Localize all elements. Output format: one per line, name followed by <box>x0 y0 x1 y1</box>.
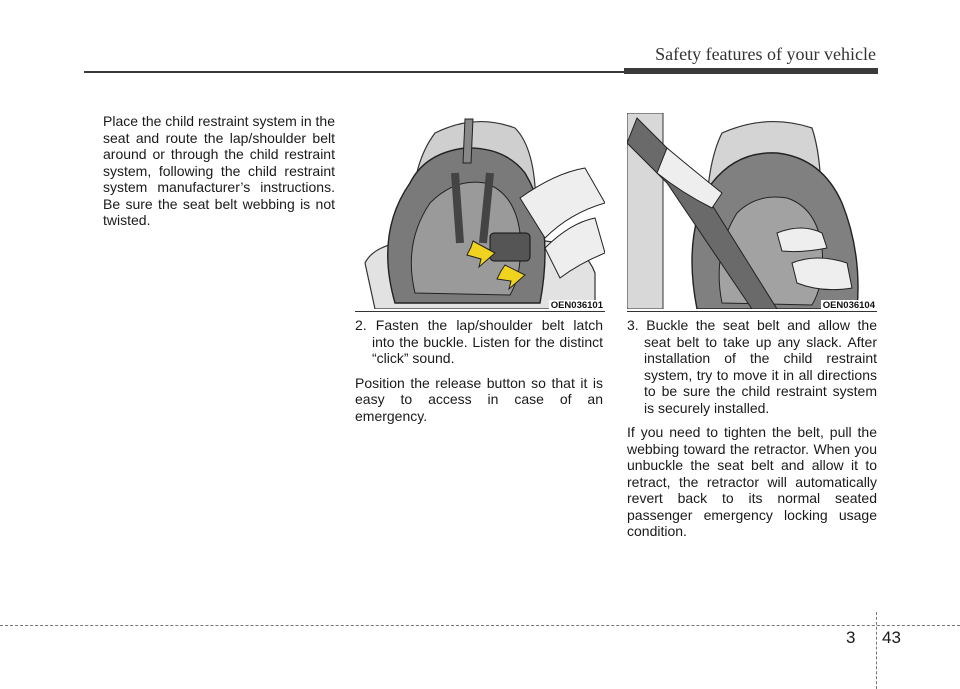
intro-paragraph: Place the child restraint system in the seat and route the lap/shoulder belt around or through the child restraint system, following the child restraint system manufacturer’s instructions. Be sure the seat belt webbing is not twisted. <box>103 113 335 228</box>
step-2: 2. Fasten the lap/shoulder belt latch into the buckle. Listen for the distinct “click” sound. <box>355 317 603 366</box>
chapter-number: 3 <box>846 628 856 647</box>
figure-code: OEN036104 <box>822 300 875 311</box>
figure-baseline <box>355 311 605 312</box>
step-3: 3. Buckle the seat belt and allow the seat belt to take up any slack. After installation of the child restraint system, try to move it in all directions to be sure the child restraint system is securely installed. <box>627 317 877 416</box>
figure-fasten-buckle <box>355 113 605 309</box>
child-seat-buckle-illustration <box>355 113 605 309</box>
tighten-belt-paragraph: If you need to tighten the belt, pull the webbing toward the retractor. When you unbuckle the seat belt and allow it to retract, the retractor will automatically revert back to its normal seated passenger emergency locking usage condition. <box>627 424 877 539</box>
figure-tighten-belt <box>627 113 877 309</box>
step2-text-column <box>355 317 603 432</box>
footer-rule <box>0 625 960 626</box>
header-rule <box>84 71 624 73</box>
page-number: 43 <box>882 628 901 647</box>
footer-divider <box>876 612 878 689</box>
step3-text-column <box>627 317 877 548</box>
intro-text-column <box>103 113 335 237</box>
seat-belt-tighten-illustration <box>627 113 877 309</box>
release-button-paragraph: Position the release button so that it is easy to access in case of an emergency. <box>355 374 603 424</box>
figure-baseline <box>627 311 877 312</box>
section-title: Safety features of your vehicle <box>655 44 876 64</box>
header-rule-accent <box>624 68 878 74</box>
figure-code: OEN036101 <box>550 300 603 311</box>
